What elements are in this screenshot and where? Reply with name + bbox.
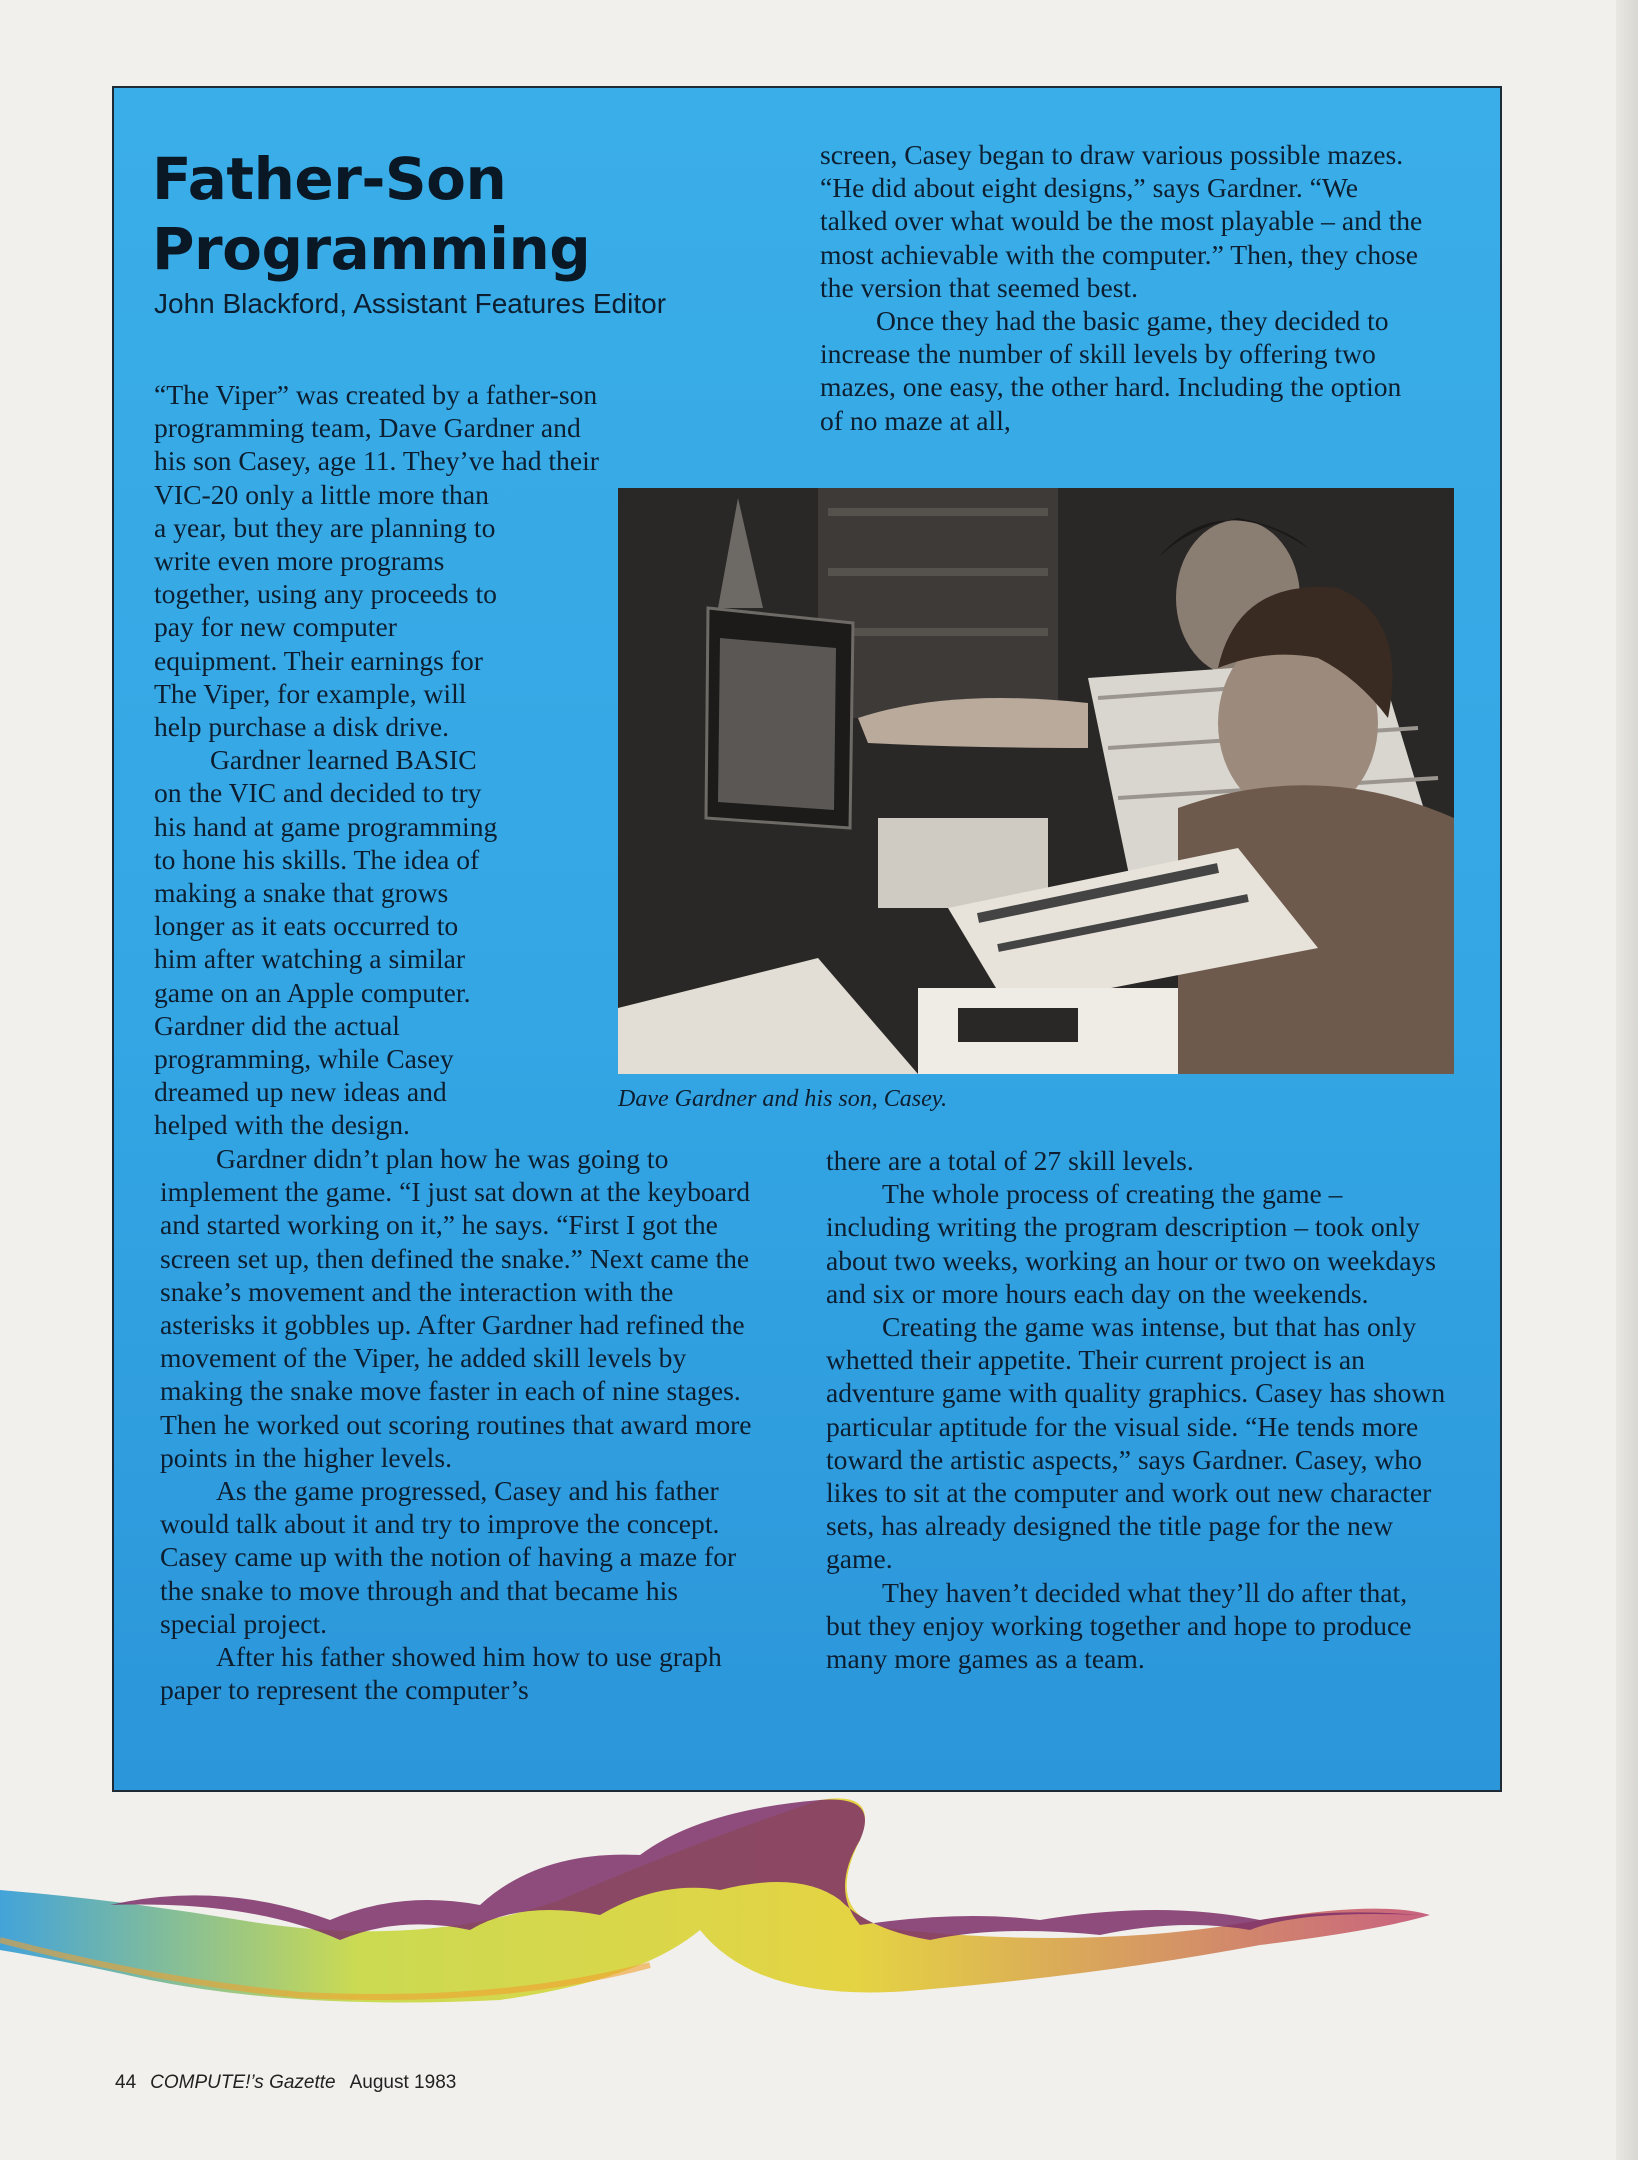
photo-caption: Dave Gardner and his son, Casey. [618,1086,948,1112]
paragraph: screen, Casey began to draw various possible mazes. “He did about eight designs,” says Gardner. “We talked over what would be the most playable – and the most achievable with the computer.” Then, they chose the version that seemed best. [820,139,1423,303]
paragraph: The whole process of creating the game – including writing the program description – took only about two weeks, working an hour or two on weekdays and six or more hours each day on the weekends. [826,1178,1436,1309]
page-number: 44 [115,2072,137,2093]
paragraph: After his father showed him how to use graph paper to represent the computer’s [160,1641,722,1706]
paragraph: Once they had the basic game, they decided to increase the number of skill levels by offering two mazes, one easy, the other hard. Including the option of no maze at all, [820,305,1402,436]
paragraph: Creating the game was intense, but that has only whetted their appetite. Their current project is an adventure game with quality graphics. Casey has shown particular aptitude for the visual side. “He tends more toward the artistic aspects,” says Gardner. Casey, who likes to sit at the computer and work out new character sets, has already designed the title page for the new game. [826,1311,1446,1575]
article-title: Father-Son Programming [152,145,591,283]
article-byline: John Blackford, Assistant Features Editor [154,288,667,319]
paragraph: They haven’t decided what they’ll do after that, but they enjoy working together and hope to produce many more games as a team. [826,1576,1412,1675]
paragraph: Gardner didn’t plan how he was going to implement the game. “I just sat down at the keyboard and started working on it,” he says. “First I got the screen set up, then defined the snake.” Next came the snake’s movement and the interaction with the asterisks it gobbles up. After Gardner had refined the movement of the Viper, he added skill levels by making the snake move faster in each of nine stages. Then he worked out scoring routines that award more points in the higher levels. [160,1143,752,1473]
column-4 [826,1144,1446,1675]
article-box [112,86,1502,1792]
page-footer [115,2072,456,2094]
snake-illustration [0,1780,1440,2020]
paragraph: “The Viper” was created by a father-son programming team, Dave Gardner and his son Casey, age 11. They’ve had their VIC-20 only a little more than a year, but they are planning to write even more programs together, using any proceeds to pay for new computer equipment. Their earnings for The Viper, for example, will help purchase a disk drive. [154,379,599,743]
publication-name: COMPUTE!’s Gazette [150,2072,336,2093]
photo-illustration [618,488,1454,1074]
photo-wrap-spacer-a [614,378,754,478]
page-edge [1616,0,1638,2160]
paragraph: As the game progressed, Casey and his father would talk about it and try to improve the concept. Casey came up with the notion of having a maze for the snake to move through and that became his special project. [160,1475,737,1639]
column-3 [160,1142,760,1706]
column-2 [820,138,1430,437]
paragraph: Gardner learned BASIC on the VIC and decided to try his hand at game programming to hone his skills. The idea of making a snake that grows longer as it eats occurred to him after watching a similar game on an Apple computer. Gardner did the actual programming, while Casey dreamed up new ideas and helped with the design. [154,744,498,1141]
paragraph: there are a total of 27 skill levels. [826,1145,1194,1176]
article-photo [618,488,1454,1074]
issue-date: August 1983 [349,2072,457,2093]
